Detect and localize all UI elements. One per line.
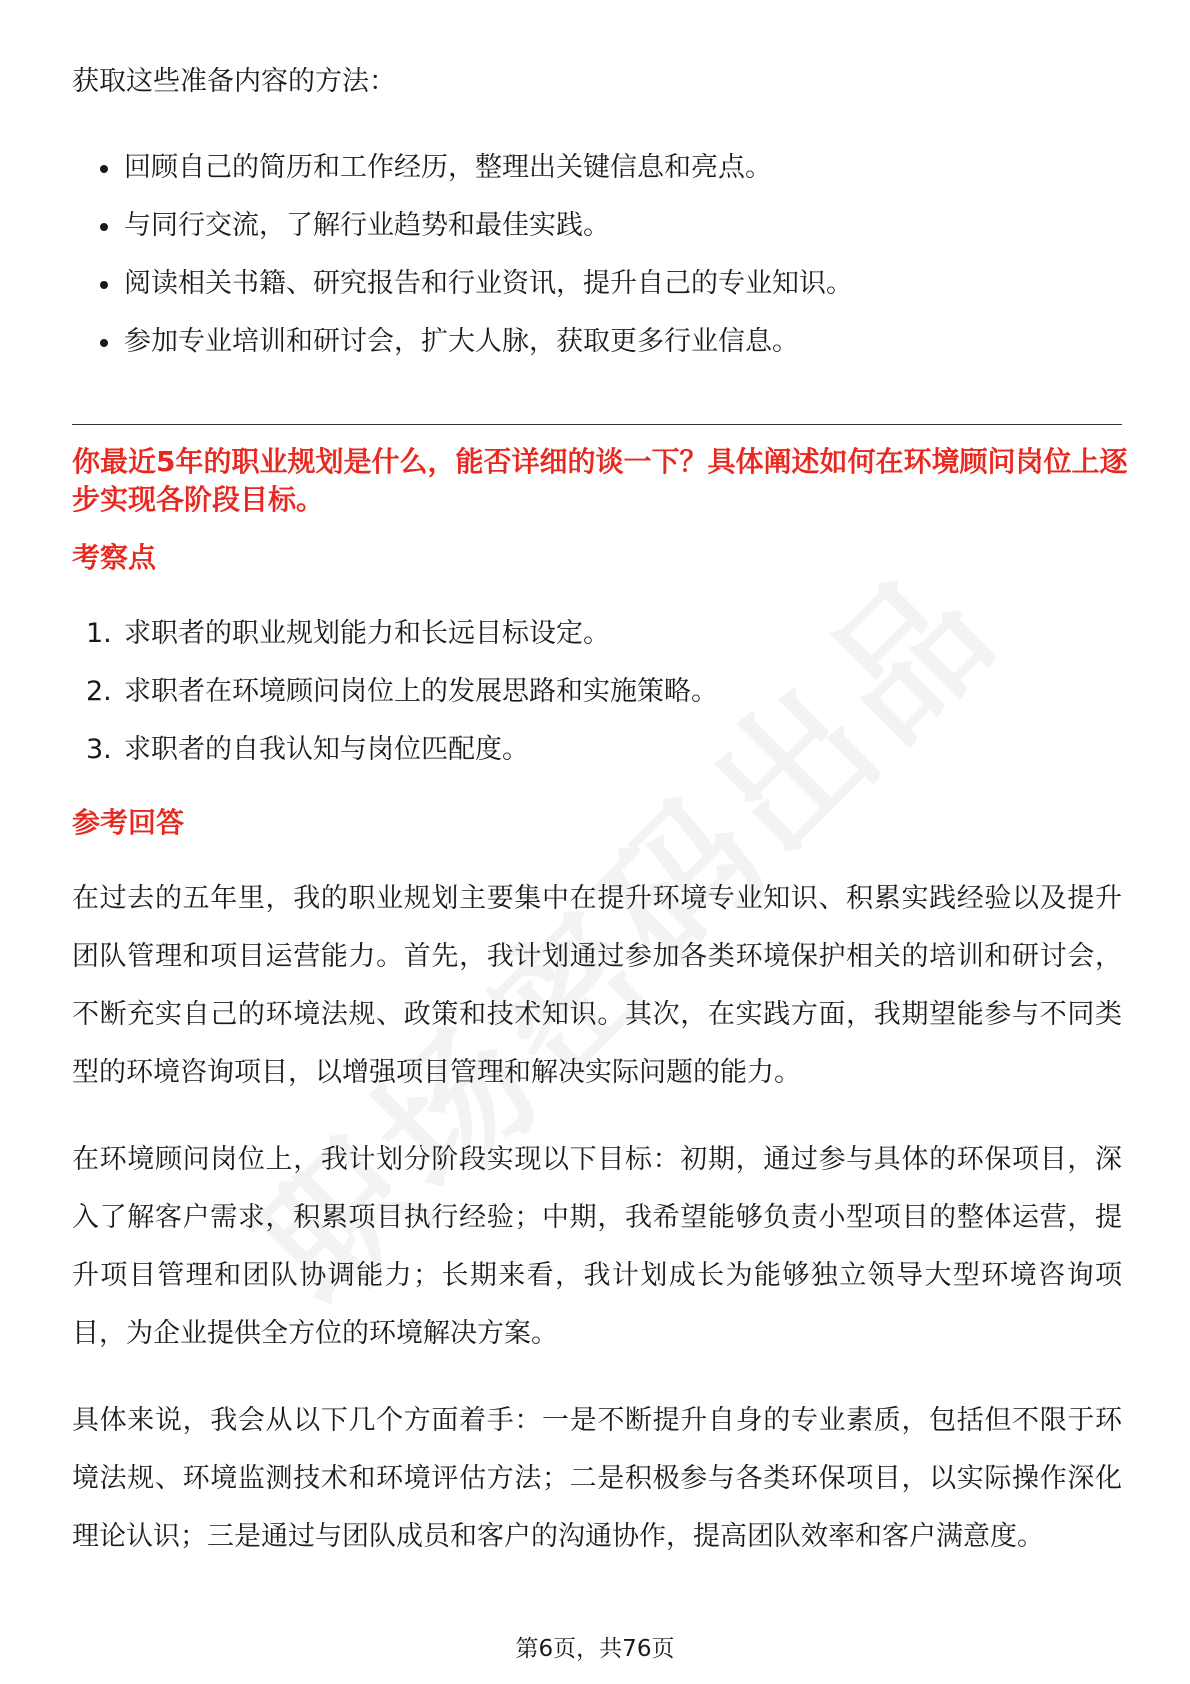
list-item xyxy=(72,322,1122,380)
list-item-text: 与同行交流，了解行业趋势和最佳实践。 xyxy=(124,210,610,241)
list-item xyxy=(72,148,1122,206)
list-item-text: 参加专业培训和研讨会，扩大人脉，获取更多行业信息。 xyxy=(124,326,799,357)
methods-list xyxy=(72,148,1122,380)
list-item-text: 阅读相关书籍、研究报告和行业资讯，提升自己的专业知识。 xyxy=(124,268,853,299)
list-item-text: 回顾自己的简历和工作经历，整理出关键信息和亮点。 xyxy=(124,152,772,183)
page-footer: 第6页，共76页 xyxy=(515,1636,675,1662)
list-item-text: 求职者在环境顾问岗位上的发展思路和实施策略。 xyxy=(124,676,718,707)
intro-text: 获取这些准备内容的方法： xyxy=(72,66,396,97)
answer-paragraph: 在环境顾问岗位上，我计划分阶段实现以下目标：初期，通过参与具体的环保项目，深入了解客户需求，积累项目执行经验；中期，我希望能够负责小型项目的整体运营，提升项目管理和团队协调能力；长期来看，我计划成长为能够独立领导大型环境咨询项目，为企业提供全方位的环境解决方案。 xyxy=(72,1144,1122,1349)
points-list xyxy=(72,614,1122,788)
question-heading: 你最近5年的职业规划是什么，能否详细的谈一下？具体阐述如何在环境顾问岗位上逐步实现各阶段目标。 xyxy=(72,445,1128,516)
list-number: 3. xyxy=(86,734,112,765)
points-section-title: 考察点 xyxy=(72,541,157,574)
list-item xyxy=(72,264,1122,322)
answer-section-title: 参考回答 xyxy=(72,806,185,839)
list-item xyxy=(72,206,1122,264)
list-item xyxy=(72,614,1122,672)
bullet-icon xyxy=(100,339,108,347)
bullet-icon xyxy=(100,281,108,289)
list-number: 2. xyxy=(86,676,112,707)
answer-paragraph: 具体来说，我会从以下几个方面着手：一是不断提升自身的专业素质，包括但不限于环境法规、环境监测技术和环境评估方法；二是积极参与各类环保项目，以实际操作深化理论认识；三是通过与团队成员和客户的沟通协作，提高团队效率和客户满意度。 xyxy=(72,1405,1122,1552)
answer-paragraph: 在过去的五年里，我的职业规划主要集中在提升环境专业知识、积累实践经验以及提升团队管理和项目运营能力。首先，我计划通过参加各类环境保护相关的培训和研讨会，不断充实自己的环境法规、政策和技术知识。其次，在实践方面，我期望能参与不同类型的环境咨询项目，以增强项目管理和解决实际问题的能力。 xyxy=(72,883,1122,1088)
list-item-text: 求职者的自我认知与岗位匹配度。 xyxy=(124,734,529,765)
bullet-icon xyxy=(100,223,108,231)
bullet-icon xyxy=(100,165,108,173)
list-item-text: 求职者的职业规划能力和长远目标设定。 xyxy=(124,618,610,649)
list-number: 1. xyxy=(86,618,112,649)
section-divider xyxy=(72,424,1122,425)
list-item xyxy=(72,730,1122,788)
list-item xyxy=(72,672,1122,730)
